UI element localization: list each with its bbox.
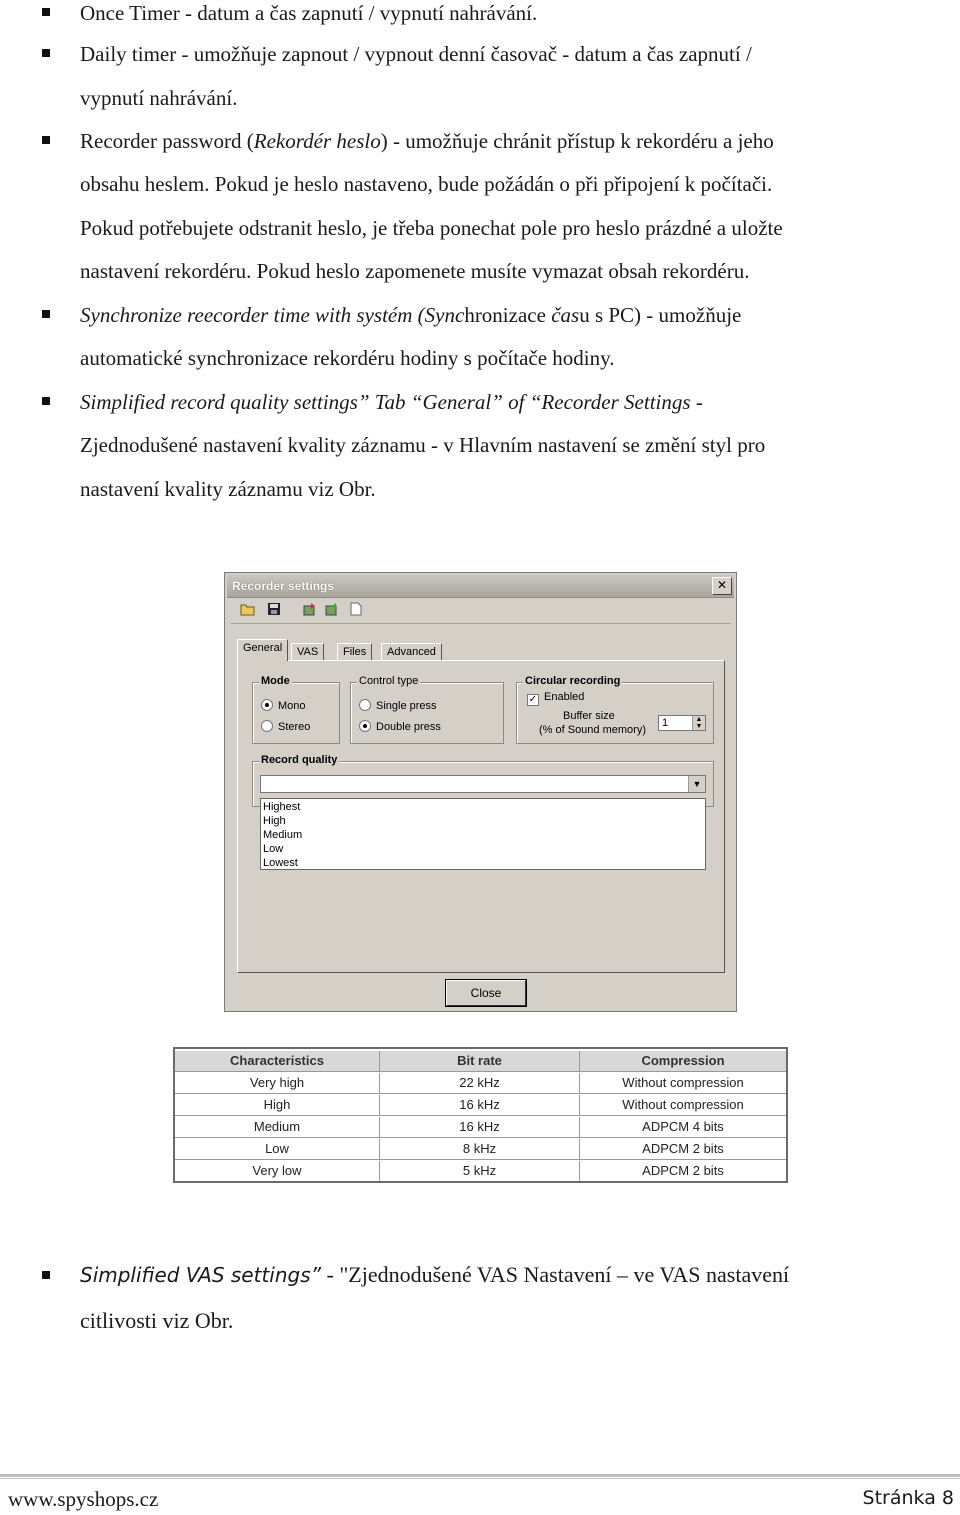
circular-recording-legend: Circular recording	[525, 675, 621, 687]
checkmark-icon: ✓	[528, 694, 538, 705]
control-type-group	[350, 675, 504, 744]
header-bit-rate: Bit rate	[380, 1051, 580, 1071]
cell-bit-rate: 22 kHz	[380, 1073, 580, 1093]
circular-recording-group	[516, 675, 714, 744]
cell-bit-rate: 16 kHz	[380, 1095, 580, 1115]
footer-rule	[0, 1474, 960, 1477]
quality-option-lowest[interactable]: Lowest	[263, 857, 298, 869]
footer-website: www.spyshops.cz	[8, 1487, 159, 1511]
text-run-italic: Synchronize reecorder time with systém (Sync	[80, 303, 465, 327]
table-row	[175, 1139, 786, 1160]
text-run-italic: čas	[551, 303, 580, 327]
tab-vas[interactable]: VAS	[291, 643, 324, 661]
radio-icon	[261, 720, 273, 732]
bullet-marker	[42, 8, 50, 16]
bullet-sync-line2: automatické synchronizace rekordéru hodiny s počítače hodiny.	[80, 346, 615, 370]
cell-characteristics: Medium	[175, 1117, 380, 1137]
table-header-row	[175, 1051, 786, 1072]
circular-enabled-checkbox[interactable]	[527, 691, 584, 706]
buffer-size-value: 1	[662, 717, 669, 729]
text-run-italic: Rekordér heslo	[253, 129, 381, 153]
import-icon[interactable]	[301, 602, 319, 620]
bullet-marker	[42, 310, 50, 318]
bullet-daily-timer-line2: vypnutí nahrávání.	[80, 86, 238, 110]
footer-rule-thin	[0, 1478, 960, 1479]
radio-icon	[359, 699, 371, 711]
cell-bit-rate: 16 kHz	[380, 1117, 580, 1137]
record-quality-legend: Record quality	[261, 754, 338, 766]
mode-stereo-label: Stereo	[278, 721, 311, 733]
table-row	[175, 1095, 786, 1116]
text-run: - "Zjednodušené VAS Nastavení – ve VAS nastavení	[321, 1262, 790, 1287]
text-run: Recorder password (	[80, 129, 254, 153]
bullet-marker	[42, 136, 50, 144]
text-run: ) - umožňuje chránit přístup k rekordéru a jeho	[380, 129, 774, 153]
table-row	[175, 1117, 786, 1138]
cell-compression: Without compression	[622, 1097, 744, 1112]
mode-group	[252, 675, 340, 744]
tab-files[interactable]: Files	[337, 643, 372, 661]
bullet-daily-timer-line1: Daily timer - umožňuje zapnout / vypnout denní časovač - datum a čas zapnutí /	[80, 42, 752, 66]
bullet-vas-line1	[80, 1262, 789, 1288]
bullet-sync-line1	[80, 304, 741, 326]
header-characteristics: Characteristics	[175, 1051, 380, 1071]
mode-mono-label: Mono	[278, 700, 306, 712]
header-compression: Compression	[641, 1053, 725, 1068]
quality-option-low[interactable]: Low	[263, 843, 284, 855]
radio-selected-icon	[261, 699, 273, 711]
chevron-down-icon[interactable]: ▼	[688, 776, 705, 792]
cell-compression: Without compression	[622, 1075, 744, 1090]
quality-option-highest[interactable]: Highest	[263, 801, 301, 813]
bullet-once-timer: Once Timer - datum a čas zapnutí / vypnutí nahrávání.	[80, 1, 538, 25]
text-run-italic: Simplified VAS settings”	[80, 1263, 321, 1287]
single-press-label: Single press	[376, 700, 437, 712]
bullet-quality-line2: Zjednodušené nastavení kvality záznamu - v Hlavním nastavení se změní styl pro	[80, 433, 766, 457]
footer-page-number: Stránka 8	[862, 1487, 954, 1509]
bullet-quality-line3: nastavení kvality záznamu viz Obr.	[80, 477, 376, 501]
single-press-radio[interactable]	[359, 699, 437, 712]
dialog-title: Recorder settings	[232, 579, 335, 593]
text-run: u s PC) - umožňuje	[579, 303, 742, 327]
mode-mono-radio[interactable]	[261, 699, 306, 712]
close-button[interactable]: Close	[446, 980, 526, 1006]
cell-characteristics: Very low	[175, 1161, 380, 1181]
table-row	[175, 1073, 786, 1094]
text-run: -	[690, 390, 703, 414]
bullet-password-line3: Pokud potřebujete odstranit heslo, je třeba ponechat pole pro heslo prázdné a uložte	[80, 216, 783, 240]
cell-compression: ADPCM 4 bits	[642, 1119, 724, 1134]
bullet-marker	[42, 1271, 50, 1279]
mode-legend: Mode	[261, 675, 290, 687]
text-run: hronizace	[464, 303, 552, 327]
tab-general[interactable]: General	[237, 639, 288, 661]
table-row	[175, 1161, 786, 1182]
new-document-icon[interactable]	[347, 602, 365, 620]
bullet-marker	[42, 49, 50, 57]
export-icon[interactable]	[323, 602, 341, 620]
cell-compression: ADPCM 2 bits	[642, 1141, 724, 1156]
cell-characteristics: Very high	[175, 1073, 380, 1093]
recorder-settings-dialog	[224, 572, 737, 1012]
cell-compression: ADPCM 2 bits	[642, 1163, 724, 1178]
radio-selected-icon	[359, 720, 371, 732]
circular-enabled-label: Enabled	[544, 691, 585, 703]
text-run-italic: Simplified record quality settings” Tab “General” of “Recorder Settings	[80, 390, 691, 414]
record-quality-select[interactable]	[260, 775, 706, 793]
dialog-titlebar	[227, 575, 734, 598]
open-icon[interactable]	[239, 602, 257, 620]
dialog-toolbar	[231, 601, 731, 624]
record-quality-dropdown	[260, 798, 706, 870]
bullet-quality-line1	[80, 391, 703, 413]
cell-bit-rate: 8 kHz	[380, 1139, 580, 1159]
general-panel	[237, 660, 725, 973]
buffer-size-sublabel: (% of Sound memory)	[539, 724, 646, 736]
bullet-password-line2: obsahu heslem. Pokud je heslo nastaveno, bude požádán o při připojení k počítači.	[80, 172, 773, 196]
bullet-vas-line2: citlivosti viz Obr.	[80, 1308, 234, 1333]
double-press-label: Double press	[376, 721, 441, 733]
bullet-password-line4: nastavení rekordéru. Pokud heslo zapomenete musíte vymazat obsah rekordéru.	[80, 259, 750, 283]
quality-table	[173, 1047, 788, 1183]
mode-stereo-radio[interactable]	[261, 720, 310, 733]
spinner-arrows-icon[interactable]: ▲ ▼	[692, 716, 705, 730]
buffer-size-spinner[interactable]	[658, 715, 706, 731]
tab-advanced[interactable]: Advanced	[381, 643, 442, 661]
bullet-marker	[42, 397, 50, 405]
close-icon[interactable]: ✕	[712, 577, 732, 595]
quality-option-medium[interactable]: Medium	[263, 829, 303, 841]
cell-characteristics: High	[175, 1095, 380, 1115]
buffer-size-label: Buffer size	[563, 710, 615, 722]
cell-characteristics: Low	[175, 1139, 380, 1159]
save-icon[interactable]	[265, 602, 283, 620]
cell-bit-rate: 5 kHz	[380, 1161, 580, 1181]
quality-option-high[interactable]: High	[263, 815, 286, 827]
control-type-legend: Control type	[359, 675, 419, 687]
double-press-radio[interactable]	[359, 720, 441, 733]
bullet-password-line1	[80, 130, 774, 152]
